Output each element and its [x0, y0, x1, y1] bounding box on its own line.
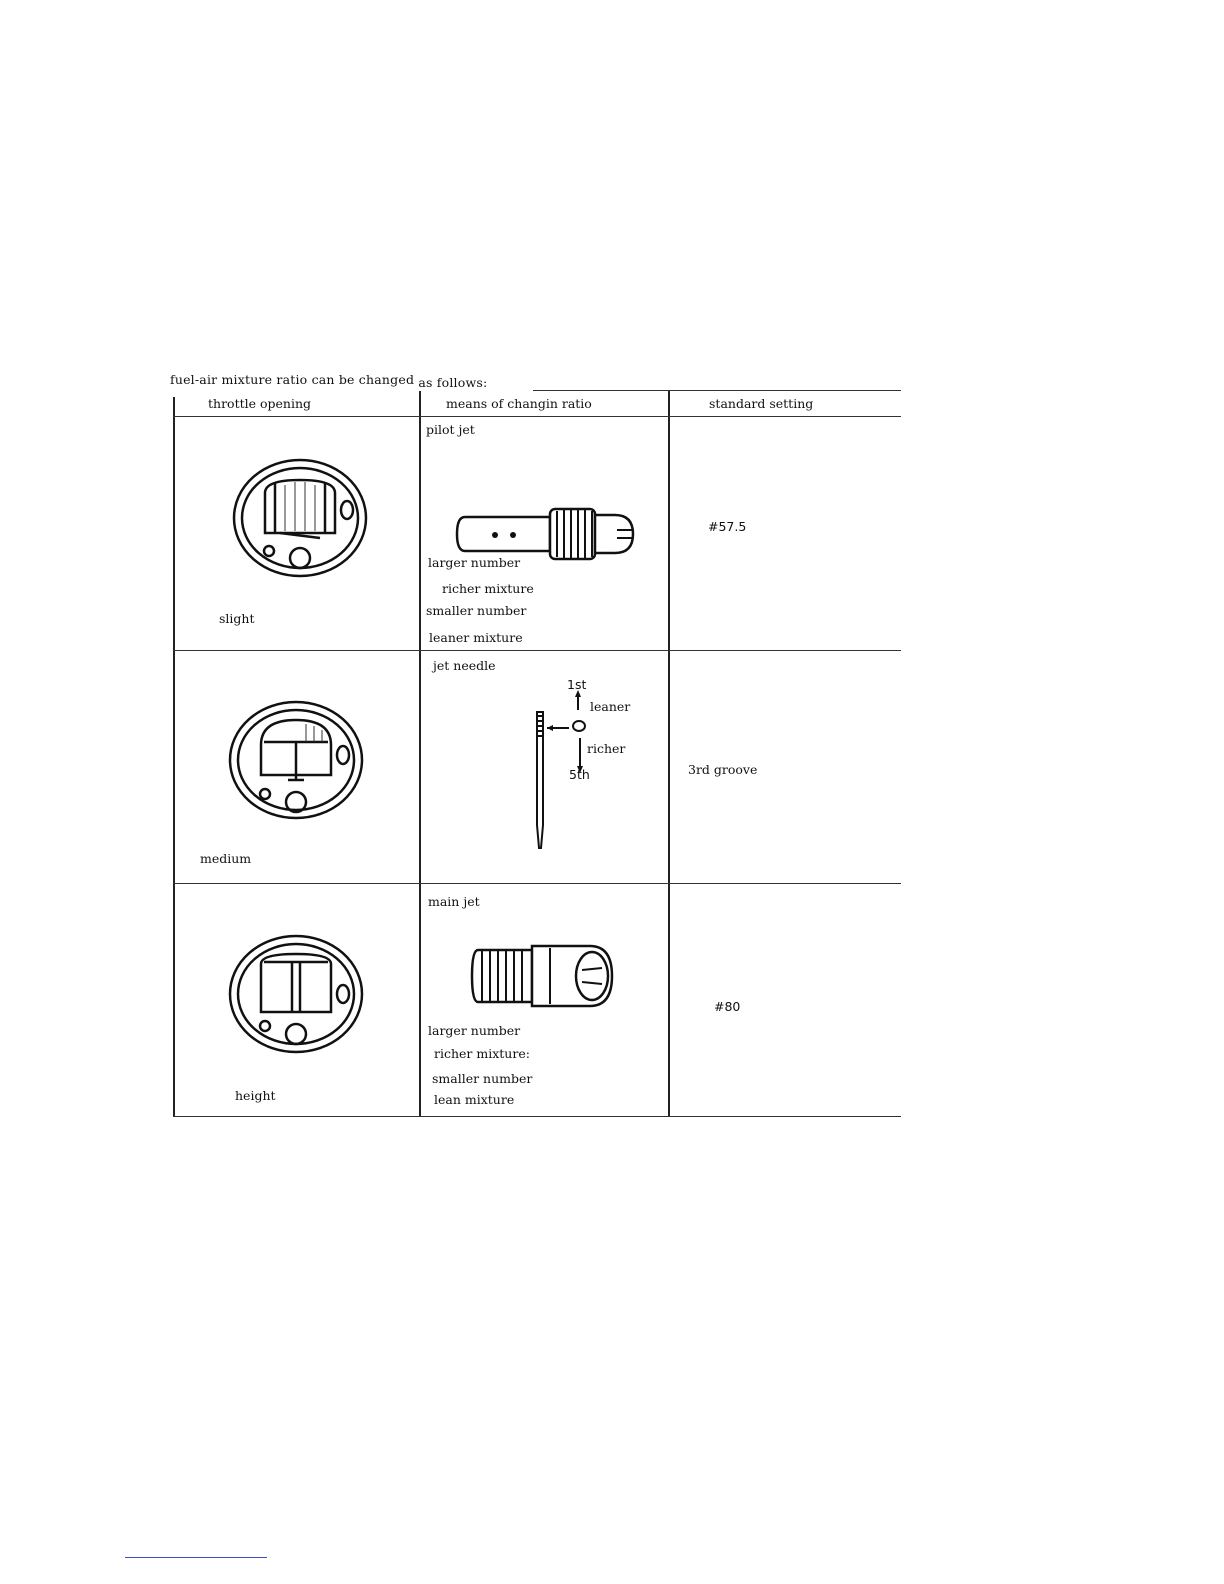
- opening-height: height: [235, 1088, 276, 1103]
- caption-part2: as follows:: [418, 375, 488, 390]
- setting-jet-needle: 3rd groove: [688, 762, 758, 777]
- setting-pilot-jet: #57.5: [708, 519, 747, 534]
- setting-main-jet: #80: [714, 999, 741, 1014]
- needle-richer-label: richer: [587, 741, 626, 756]
- caption-rule: [533, 390, 901, 391]
- throttle-high-icon: [226, 934, 366, 1054]
- throttle-slight-icon: [230, 458, 370, 580]
- table-divider-2: [668, 391, 670, 1116]
- part-jet-needle: jet needle: [433, 658, 496, 673]
- table-caption: [170, 372, 488, 390]
- note-smaller-number: smaller number: [432, 1071, 533, 1086]
- row-rule-1: [173, 650, 901, 651]
- note-richer-mixture: richer mixture:: [434, 1046, 530, 1061]
- part-main-jet: main jet: [428, 894, 480, 909]
- header-throttle-opening: throttle opening: [208, 396, 312, 411]
- header-rule: [173, 416, 901, 417]
- header-standard-setting: standard setting: [709, 396, 814, 411]
- table-divider-1: [419, 391, 421, 1116]
- bottom-rule: [173, 1116, 901, 1117]
- note-smaller-number: smaller number: [426, 603, 527, 618]
- throttle-medium-icon: [226, 700, 366, 820]
- caption-part1: fuel-air mixture ratio can be changed: [170, 372, 415, 387]
- needle-fifth-label: 5th: [569, 767, 590, 782]
- note-leaner-mixture: leaner mixture: [429, 630, 523, 645]
- note-richer-mixture: richer mixture: [442, 581, 534, 596]
- footer-rule: [125, 1557, 267, 1558]
- needle-first-label: 1st: [567, 677, 587, 692]
- opening-slight: slight: [219, 611, 255, 626]
- opening-medium: medium: [200, 851, 252, 866]
- part-pilot-jet: pilot jet: [426, 422, 475, 437]
- note-lean-mixture: lean mixture: [434, 1092, 515, 1107]
- row-rule-2: [173, 883, 901, 884]
- header-means-of-changing: means of changin ratio: [446, 396, 592, 411]
- main-jet-icon: [470, 940, 620, 1015]
- table-left-border: [173, 397, 175, 1116]
- note-larger-number: larger number: [428, 555, 521, 570]
- note-larger-number: larger number: [428, 1023, 521, 1038]
- needle-leaner-label: leaner: [590, 699, 631, 714]
